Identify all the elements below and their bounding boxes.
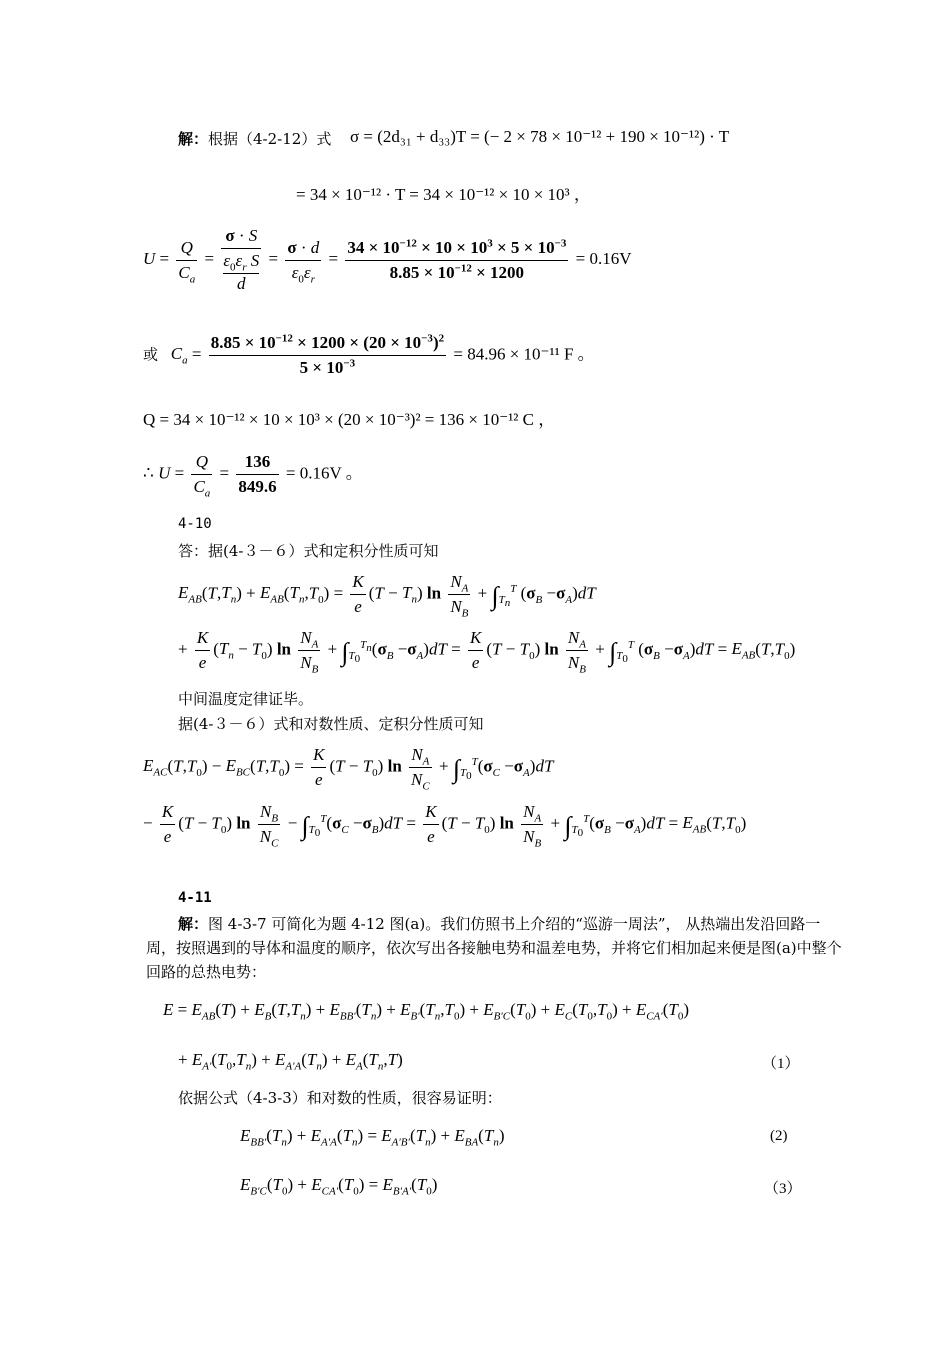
charge-equation: Q = 34 × 10⁻¹² × 10 × 10³ × (20 × 10⁻³)² = 136 × 10⁻¹² C ， — [143, 410, 556, 429]
final-numerator: 136 — [244, 452, 271, 471]
answer-line: 答：据(4-３－６）式和定积分性质可知 — [178, 542, 439, 560]
follow-up-line: 依据公式（4-3-3）和对数的性质，很容易证明： — [178, 1089, 502, 1107]
final-denominator: 849.6 — [236, 474, 278, 497]
or-label: 或 — [143, 347, 159, 364]
solution-label-4-11: 解： — [178, 915, 209, 933]
capacitance-result: = 84.96 × 10⁻¹¹ F 。 — [453, 344, 595, 364]
solution-label: 解： — [178, 130, 209, 148]
final-voltage-equation: ∴ U = $\frac{Q}{C_a}$ = $\frac{136}{849.6}$ = 0.16V 。 — [143, 452, 363, 500]
section-heading-4-11: 4-11 — [178, 890, 212, 906]
section-heading-4-10: 4-10 — [178, 516, 212, 532]
section-4-11-paragraph — [146, 912, 846, 984]
solution-intro-text: 根据（4-2-12）式 — [208, 130, 332, 148]
capacitance-equation: 或 $C_a$ = $\frac{8.85 \times 10^{-12} \times 1200 \times (20 \times 10^{-3})^2}{5 \times 10^{-3}}$ = 84.96 × 10⁻¹¹ F 。 — [143, 332, 595, 377]
voltage-equation: U = $\frac{Q}{C_a}$ = σ · S $\varepsilon_0\varepsilon_r$ S d = $\frac{\sigma \cdot d}{\varepsilon_0\varepsilon_r}$ = $\frac{34 \times 10^{-12} \times 10 \times 10^3 \times 5 \times 10^{-3}}{8.85 \times 10^{-12} \times 1200}$ = 0.16V — [143, 226, 632, 293]
voltage-result: = 0.16V — [575, 248, 632, 268]
intermediate-conductor-equation-2: − $\frac{K}{e}$ $(T - T_0)$ ln $\frac{N_B}{N_C}$ − $\int_{T_0}^T(\sigma_C -\sigma_B)dT$ = $\frac{K}{e}$ $(T - T_0)$ ln $\frac{N_A}{N_B}$ + $\int_{T_0}^T(\sigma_B -\sigma_A)dT = E_{AB}(T,T_0)$ — [143, 802, 747, 850]
equation-number-3: （3） — [764, 1181, 802, 1197]
sigma-equation-cont: = 34 × 10⁻¹² · T = 34 × 10⁻¹² × 10 × 10³ ， — [296, 185, 591, 204]
identity-equation-3: $E_{B'C}(T_0) + E_{CA'}(T_0) = E_{B'A'}(T_0)$ — [240, 1175, 438, 1198]
intermediate-conductor-equation-1: $E_{AC}(T,T_0) - E_{BC}(T,T_0)$ = $\frac{K}{e}$ $(T - T_0)$ ln $\frac{N_A}{N_C}$ + $\int_{T_0}^T(\sigma_C -\sigma_A)dT$ — [143, 745, 554, 793]
sigma-equation: σ = (2d₃₁ + d₃₃)T = (− 2 × 78 × 10⁻¹² + 190 × 10⁻¹²) · T — [350, 127, 730, 146]
final-voltage-result: = 0.16V 。 — [285, 463, 363, 483]
equation-number-1: （1） — [762, 1056, 800, 1072]
conclusion-line: 中间温度定律证毕。 — [178, 690, 314, 708]
equation-number-2: (2) — [770, 1128, 788, 1144]
intermediate-temp-equation-2: + $\frac{K}{e}$ $(T_n - T_0)$ ln $\frac{N_A}{N_B}$ + $\int_{T_0}^{T_n}(\sigma_B -\sigma_A)dT$ = $\frac{K}{e}$ $(T - T_0)$ ln $\frac{N_A}{N_B}$ + $\int_{T_0}^T$ $(\sigma_B -\sigma_A)dT = E_{AB}(T,T_0)$ — [178, 628, 796, 676]
loop-emf-equation-1: $E = E_{AB}(T) + E_B(T,T_n) + E_{BB'}(T_n) + E_{B'}(T_n,T_0) + E_{B'C}(T_0) + E_C(T_0,T_0) + E_{CA'}(T_0)$ — [163, 1000, 689, 1023]
loop-emf-equation-2: + $E_{A'}(T_0,T_n) + E_{A'A}(T_n) + E_A(T_n,T)$ — [178, 1050, 403, 1073]
intermediate-temp-equation-1: $E_{AB}(T,T_n) + E_{AB}(T_n,T_0)$ = $\frac{K}{e}$ $(T - T_n)$ ln $\frac{N_A}{N_B}$ + $\int_{T_n}^T$ $(\sigma_B -\sigma_A)dT$ — [178, 572, 596, 620]
paragraph-text: 图 4-3-7 可简化为题 4-12 图(a)。我们仿照书上介绍的“巡游一周法”， 从热端出发沿回路一周，按照遇到的导体和温度的顺序，依次写出各接触电势和温差电势，并将它们相加起来便是图(a)中整个回路的总热电势： — [146, 915, 842, 981]
solution-intro — [178, 128, 331, 150]
second-derivation-line: 据(4-３－６）式和对数性质、定积分性质可知 — [178, 715, 484, 733]
identity-equation-2: $E_{BB'}(T_n) + E_{A'A}(T_n) = E_{A'B'}(T_n) + E_{BA}(T_n)$ — [240, 1126, 505, 1149]
